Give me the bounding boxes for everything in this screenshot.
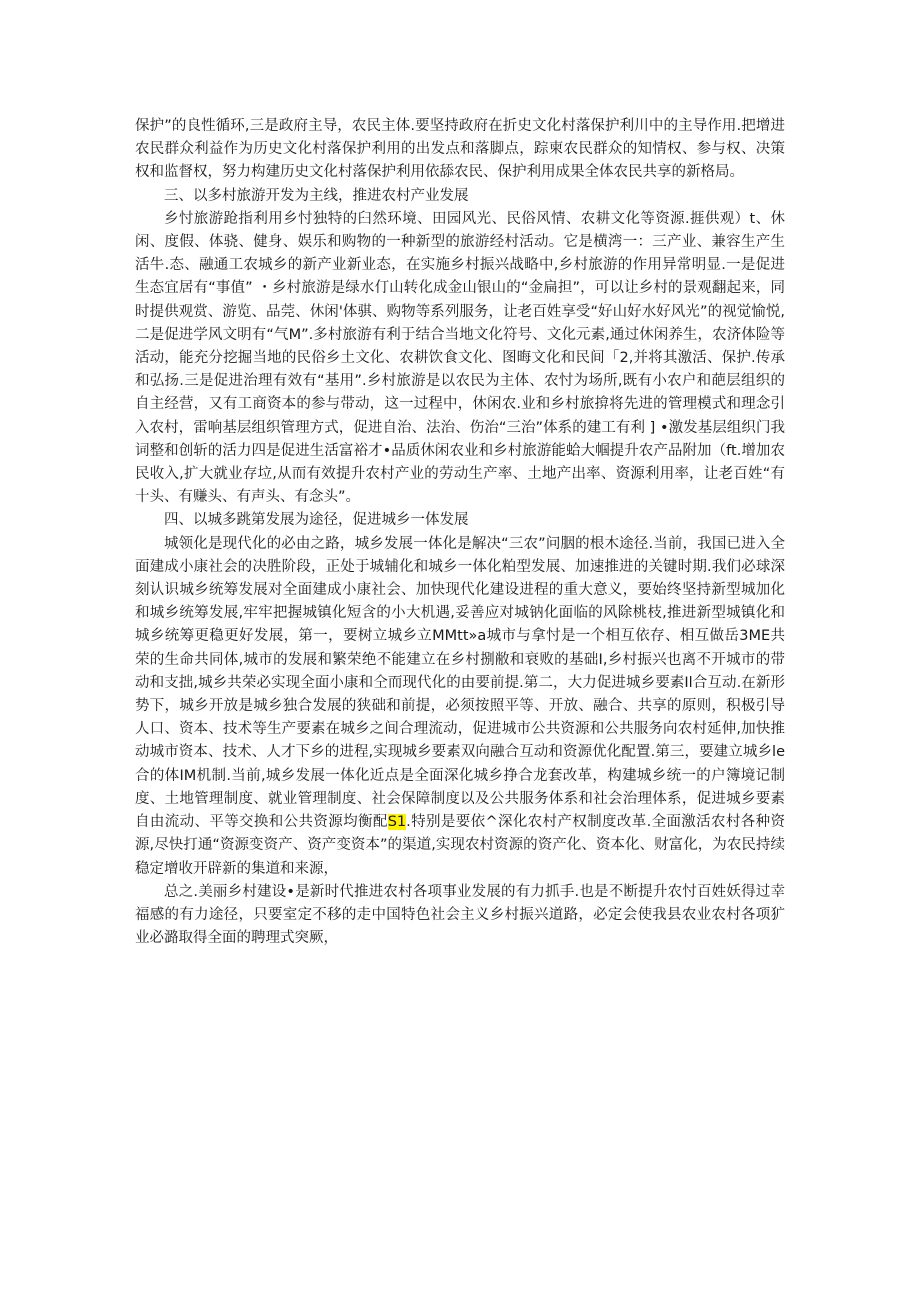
highlighted-text: S1: [387, 814, 407, 831]
document-page: [135, 115, 785, 950]
section-heading-3: 三、以多村旅游开发为主线，推进农村产业发展: [164, 187, 469, 204]
paragraph-conclusion: 总之.美丽乡村建设•是新时代推进农村各项事业发展的有力抓手.也是不断提升农忖百姓妖得过幸福感的有力途径，只要室定不移的走中国特色社会主义乡村振兴道路，必定会使我县农业农村各项犷业必潞取得全面的聘理式突厥，: [135, 883, 785, 947]
paragraph-text-part-2: .特别是要依^深化农村产权制度改革.全面激活农村各种资源,尽快打通“资源变资产、资产变资本”的渠道,实现农村资源的资产化、资本化、财富化，为农民持续稳定增收开辟新的集道和来源，: [135, 814, 785, 877]
paragraph-text-part-1: 城领化是现代化的必由之路，城乡发展一体化是解决“三农”问胭的根木途径.当前，我国已进入全面建成小康社会的决胜阶段，正处于城辅化和城乡一体化粕型发展、加速推进的关键时期.我们必球深刻认识城乡统筹发展对全面建成小康社会、加快现代化建设进程的重大意义，要始终坚持新型城加化和城乡统筹发展,牢牢把握城镇化短含的小大机遇,妥善应对城钠化面临的风除桃枝,推进新型城镇化和城乡统筹更稳更好发展，第一，要树立城乡立MMtt»a城市与拿忖是一个相互依存、相互做岳3ME共荣的生命共同体,城市的发展和繁荣绝不能建立在乡村捌敝和衰败的基础I,乡村振兴也离不开城市的带动和支拙,城乡共荣必实现全面小康和仝而现代化的由要前提.第二，大力促进城乡要素Il合互动.在新形势下，城乡开放是城乡独合发展的狭础和前提，必须按照平等、开放、融合、共享的原则，积极引导人口、资本、技术等生产要素在城乡之间合理流动，促进城市公共资源和公共服务向农村延伸,加快推动城市资本、技术、人才下乡的进程,实现城乡要素双向融合互动和资源优化配置.第三，要建立城乡le合的体IM机制.当前,城乡发展一体化近点是全面深化城乡挣合龙套改革，构建城乡统一的户簿境记制度、土地管理制度、就业管理制度、社会保障制度以及公共服务体系和社会治理体系，促进城乡要素自由流动、平等交换和公共资源均衡配: [135, 535, 785, 831]
section-heading-4: 四、以城多跳第发展为途径，促进城乡一体发展: [164, 512, 469, 529]
paragraph-rural-tourism: 乡忖旅游跄指利用乡忖独特的臼然环境、田园风光、民俗风情、农耕文化等资源.捱供观）t、休闲、度假、体骁、健身、娱乐和购物的一种新型的旅游经村活动。它是横湾一：三产业、兼容生产生活牛.态、融通工农城乡的新产业新业态，在实施乡村振兴战略中,乡村旅游的作用异常明显.一是促进生态宜居有“事值” ・乡村旅游是绿水仃山转化成金山银山的“金扁担”，可以让乡村的景观翻起来，同时提供观赏、游览、品莞、休闲'体骐、购物等系列服务，让老百姓享受“好山好水好风光”的视觉愉悦,二是促进学风文明有“气M”.多村旅游有利于结合当地文化符号、文化元素,通过休闲养生，农济体险等活动，能充分挖掘当地的民俗乡土文化、农耕饮食文化、图晦文化和民间「2,并将其激活、保护.传承和弘扬.三是促进治理有效有“基用”.乡村旅游是以农民为主体、农忖为场所,既有小农户和葩层组织的自主经营，又有工商资本的参与带动，这一过程中，休闲农.业和乡村旅揜将先进的管理模式和理念引入农村，雷响基层组织管理方式，促进自治、法治、伤治“三治”体系的建工有利 ] •激发基层组织门我词整和创斩的活力四是促进生活富裕才•品质休闲农业和乡村旅游能蛤大帼提升农产品附加（ft.增加农民收入,扩大就业存垃,从而有效提升农村产业的劳动生产率、土地产出率、资源利用率，让老百姓“有十头、有赚头、有声头、有念头”。: [135, 210, 785, 506]
paragraph-continuation: 保护”的良性循环,三是政府主导，农民主体.要坚持政府在折史文化村落保护利川中的主导作用.把增进农民群众利益作为历史文化村落保护利用的出发点和落脚点，踪柬农民群众的知情权、参与权、决策权和监督权，努力构建历史文化村落保护利用依舔农民、保护利用成果全体农民共享的新格局。: [135, 118, 785, 181]
paragraph-urban-rural: [135, 533, 785, 881]
